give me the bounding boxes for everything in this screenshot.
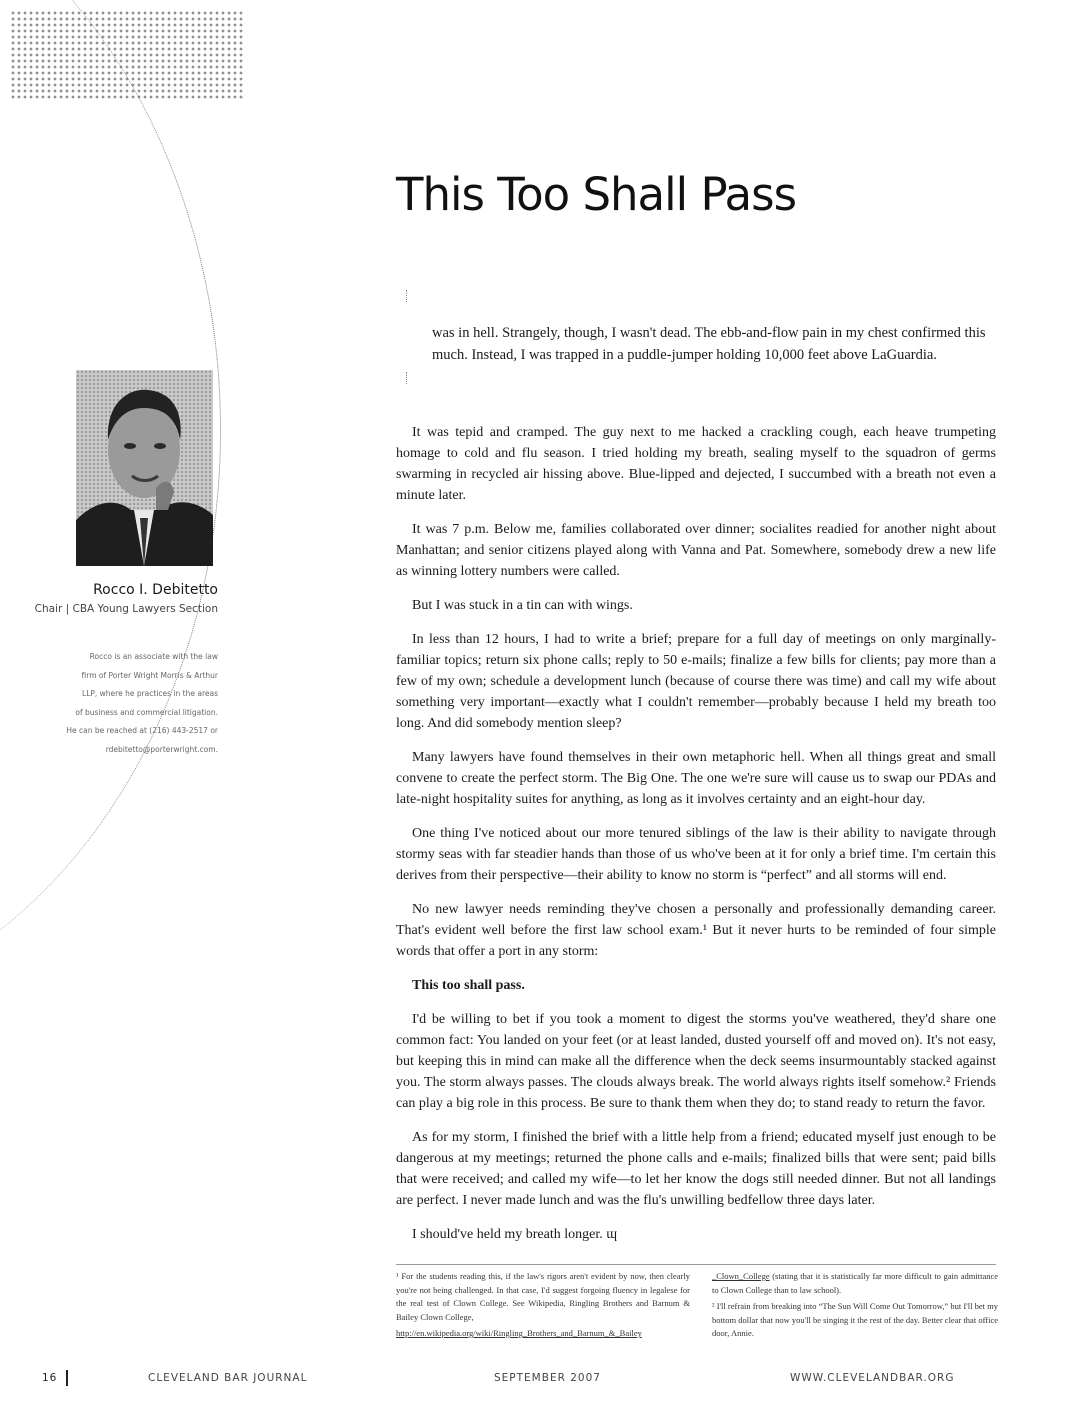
lead-marker <box>406 290 410 302</box>
footnote-1-continued: (stating that it is statistically far more difficult to gain admittance to Clown College than to law school). <box>712 1271 999 1295</box>
footnote-divider <box>396 1264 996 1265</box>
body-paragraph: One thing I've noticed about our more tenured siblings of the law is their ability to navigate through stormy seas with far steadier hands than those of us who've been at it for only a brief time. I'm certain this derives from their perspective—their ability to know no storm is “perfect” and all storms will end. <box>396 826 996 883</box>
body-paragraph: But I was stuck in a tin can with wings. <box>412 598 633 613</box>
footer-divider <box>66 1370 68 1386</box>
lead-marker <box>406 372 410 384</box>
body-paragraph: It was tepid and cramped. The guy next to me hacked a crackling cough, each heave trumpeting homage to cold and flu season. I tried holding my breath, sealing myself to the squadron of germs swarming in recycled air hissing above. Blue-lipped and dejected, I succumbed with a breath not even a minute later. <box>396 425 996 503</box>
article-title: This Too Shall Pass <box>396 168 797 221</box>
footnotes-right <box>712 1270 998 1344</box>
emphasis-paragraph: This too shall pass. <box>412 978 525 993</box>
lead-paragraph: was in hell. Strangely, though, I wasn't dead. The ebb-and-flow pain in my chest confirmed this much. Instead, I was trapped in a puddle-jumper holding 10,000 feet above LaGuardia. <box>432 325 986 363</box>
bio-line: He can be reached at (216) 443-2517 or <box>66 726 218 735</box>
issue-date: SEPTEMBER 2007 <box>494 1372 601 1384</box>
author-role: Chair | CBA Young Lawyers Section <box>34 603 218 615</box>
author-photo <box>76 370 213 566</box>
footnote-1: ¹ For the students reading this, if the law's rigors aren't evident by now, then clearly you're not being challenged. In that case, I'd suggest forgoing fluency in legalese for the real test of Clown College. See Wikipedia, Ringling Brothers and Barnum & Bailey Clown College, <box>396 1271 690 1322</box>
page-number: 16 <box>42 1372 58 1384</box>
body-paragraph: I'd be willing to bet if you took a moment to digest the storms you've weathered, they'd share one common fact: You landed on your feet (or at least landed, dusted yourself off and moved on). It's not easy, but keeping this in mind can make all the difference when the deck seems insurmountably stacked against you. The storm always passes. The clouds always break. The world always rights itself somehow.² Friends can play a big role in this process. Be sure to thank them when they do; to stand ready to return the favor. <box>396 1012 996 1111</box>
footnote-2: ² I'll refrain from breaking into “The Sun Will Come Out Tomorrow,” but I'll bet my bottom dollar that now you'll be singing it the rest of the day. Better clear that office door, Annie. <box>712 1301 998 1338</box>
article-body <box>396 422 996 1258</box>
journal-name: CLEVELAND BAR JOURNAL <box>148 1372 308 1384</box>
bio-line: of business and commercial litigation. <box>75 707 218 717</box>
body-paragraph: As for my storm, I finished the brief with a little help from a friend; educated myself just enough to be dangerous at my meetings; returned the phone calls and e-mails; finalized bills that were sent; paid bills that were received; and called my wife—to let her know the dogs still needed dinner. But not all landings are perfect. I never made lunch and was the flu's unwilling bedfellow three days later. <box>396 1130 996 1208</box>
closing-paragraph: I should've held my breath longer. ɰ <box>412 1227 618 1242</box>
footnote-link-continued[interactable]: _Clown_College <box>712 1271 770 1281</box>
bio-line: firm of Porter Wright Morris & Arthur <box>81 670 218 680</box>
body-paragraph: It was 7 p.m. Below me, families collaborated over dinner; socialites readied for another night about Manhattan; and senior citizens played along with Vanna and Pat. Somewhere, somebody drew a new life as winning lottery numbers were called. <box>396 522 996 579</box>
page-footer <box>0 1372 1088 1392</box>
author-name: Rocco I. Debitetto <box>93 582 218 598</box>
footnotes-left <box>396 1270 690 1344</box>
bio-line: LLP, where he practices in the areas <box>82 689 218 698</box>
body-paragraph: No new lawyer needs reminding they've chosen a personally and professionally demanding career. That's evident well before the first law school exam.¹ But it never hurts to be reminded of four simple words that offer a port in any storm: <box>396 902 996 959</box>
bio-line: Rocco is an associate with the law <box>89 652 218 661</box>
footnote-link[interactable]: http://en.wikipedia.org/wiki/Ringling_Brothers_and_Barnum_&_Bailey <box>396 1328 642 1338</box>
bio-line: rdebitetto@porterwright.com. <box>105 744 218 754</box>
body-paragraph: In less than 12 hours, I had to write a brief; prepare for a full day of meetings on only marginally-familiar topics; return six phone calls; reply to 50 e-mails; finalize a few bills for clients; pay more than a few of my own; schedule a development lunch (because of course there was time) and call my wife about something very important—exactly what I couldn't remember—probably because I held my breath too long. And did somebody mention sleep? <box>396 632 996 731</box>
halftone-graphic <box>10 10 245 100</box>
body-paragraph: Many lawyers have found themselves in their own metaphoric hell. When all things great and small convene to create the perfect storm. The Big One. The one we're sure will cause us to swap our PDAs and late-night hospitality suites for anything, as long as it involves certainty and an eight-hour day. <box>396 750 996 807</box>
website-url[interactable]: WWW.CLEVELANDBAR.ORG <box>790 1372 955 1384</box>
author-bio <box>48 648 218 759</box>
